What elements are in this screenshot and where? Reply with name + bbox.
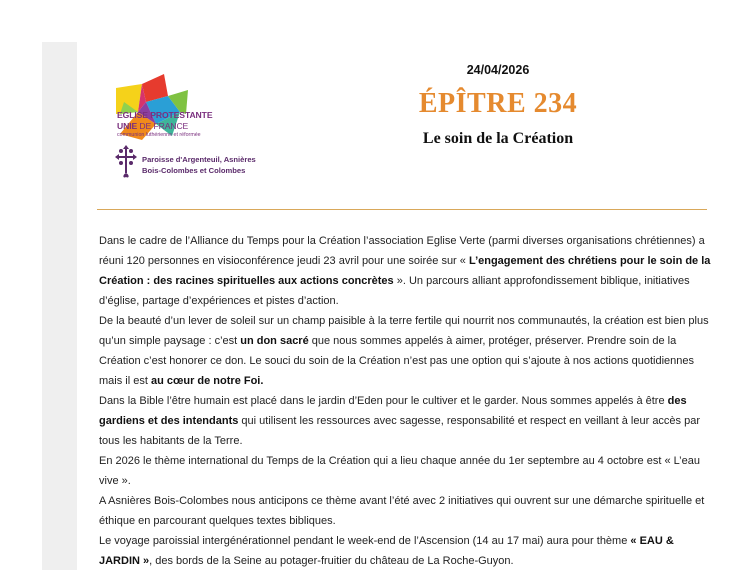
header-divider [97, 209, 707, 210]
logo-parish-line2: Bois-Colombes et Colombes [142, 166, 246, 175]
paragraph-text: En 2026 le thème international du Temps de la Création qui a lieu chaque année du 1er septembre au 4 octobre est « L’eau vive ». [99, 455, 700, 487]
paragraph-text: qui utilisent les ressources avec sagesse, responsabilité et respect en veillant à leur accès par tous les habitants de la Terre. [99, 415, 701, 447]
left-margin-bar [42, 42, 77, 570]
logo-parish-line1: Paroisse d'Argenteuil, Asnières [142, 155, 256, 164]
paragraph-emphasis: au cœur de notre Foi. [150, 375, 264, 387]
paragraph-text: Dans le cadre de l’Alliance du Temps pour la Création l’association Eglise Verte (parmi diverses organisations chrétiennes) a réuni 120 personnes en visioconférence jeudi 23 avril pour une soirée sur « [99, 235, 705, 267]
paragraph-6 [99, 531, 711, 571]
church-logo [112, 72, 282, 182]
epistle-title: ÉPÎTRE 234 [418, 88, 578, 119]
paragraph-emphasis: des gardiens et des intendants [99, 395, 687, 427]
epistle-date: 24/04/2026 [466, 63, 530, 77]
logo-name-unie: UNIE [117, 121, 138, 131]
paragraph-emphasis: un don sacré [240, 335, 309, 347]
paragraph-5 [99, 491, 711, 531]
logo-name-line1: EGLISE PROTESTANTE [117, 110, 213, 120]
paragraph-3 [99, 391, 711, 451]
paragraph-emphasis: « EAU & JARDIN » [99, 535, 674, 567]
paragraph-1 [99, 231, 711, 311]
paragraph-text: De la beauté d’un lever de soleil sur un champ paisible à la terre fertile qui nourrit nos communautés, la création est bien plus qu’un simple paysage : c’est [99, 315, 709, 347]
paragraph-4 [99, 451, 711, 491]
logo-parish [142, 154, 256, 176]
cross-icon [115, 145, 137, 179]
paragraph-emphasis: L’engagement des chrétiens pour le soin de la Création : des racines spirituelles aux actions concrètes [99, 255, 711, 287]
logo-name-line2 [117, 121, 188, 131]
paragraph-text: , des bords de la Seine au potager-fruitier du château de La Roche-Guyon. [149, 555, 514, 567]
paragraph-2 [99, 311, 711, 391]
paragraph-text: ». Un parcours alliant approfondissement biblique, initiatives d’église, partage d’expériences et pistes d’action. [99, 275, 690, 307]
paragraph-text: que nous sommes appelés à aimer, protéger, préserver. Prendre soin de la Création c’est honorer ce don. Le souci du soin de la Création n’est pas une option qui s’ajoute à nos actions quotidiennes mais il est [99, 335, 694, 387]
paragraph-text: Dans la Bible l’être humain est placé dans le jardin d’Eden pour le cultiver et le garder. Nous sommes appelés à être [99, 395, 668, 407]
logo-tagline: communion luthérienne et réformée [117, 132, 201, 138]
paragraph-text: Le voyage paroissial intergénérationnel pendant le week-end de l’Ascension (14 au 17 mai) aura pour thème [99, 535, 631, 547]
epistle-subtitle: Le soin de la Création [422, 130, 574, 147]
logo-name-france: DE FRANCE [137, 121, 189, 131]
article-body [99, 231, 711, 571]
paragraph-text: A Asnières Bois-Colombes nous anticipons ce thème avant l’été avec 2 initiatives qui ouvrent sur une démarche spirituelle et éthique en parcourant quelques textes bibliques. [99, 495, 705, 527]
